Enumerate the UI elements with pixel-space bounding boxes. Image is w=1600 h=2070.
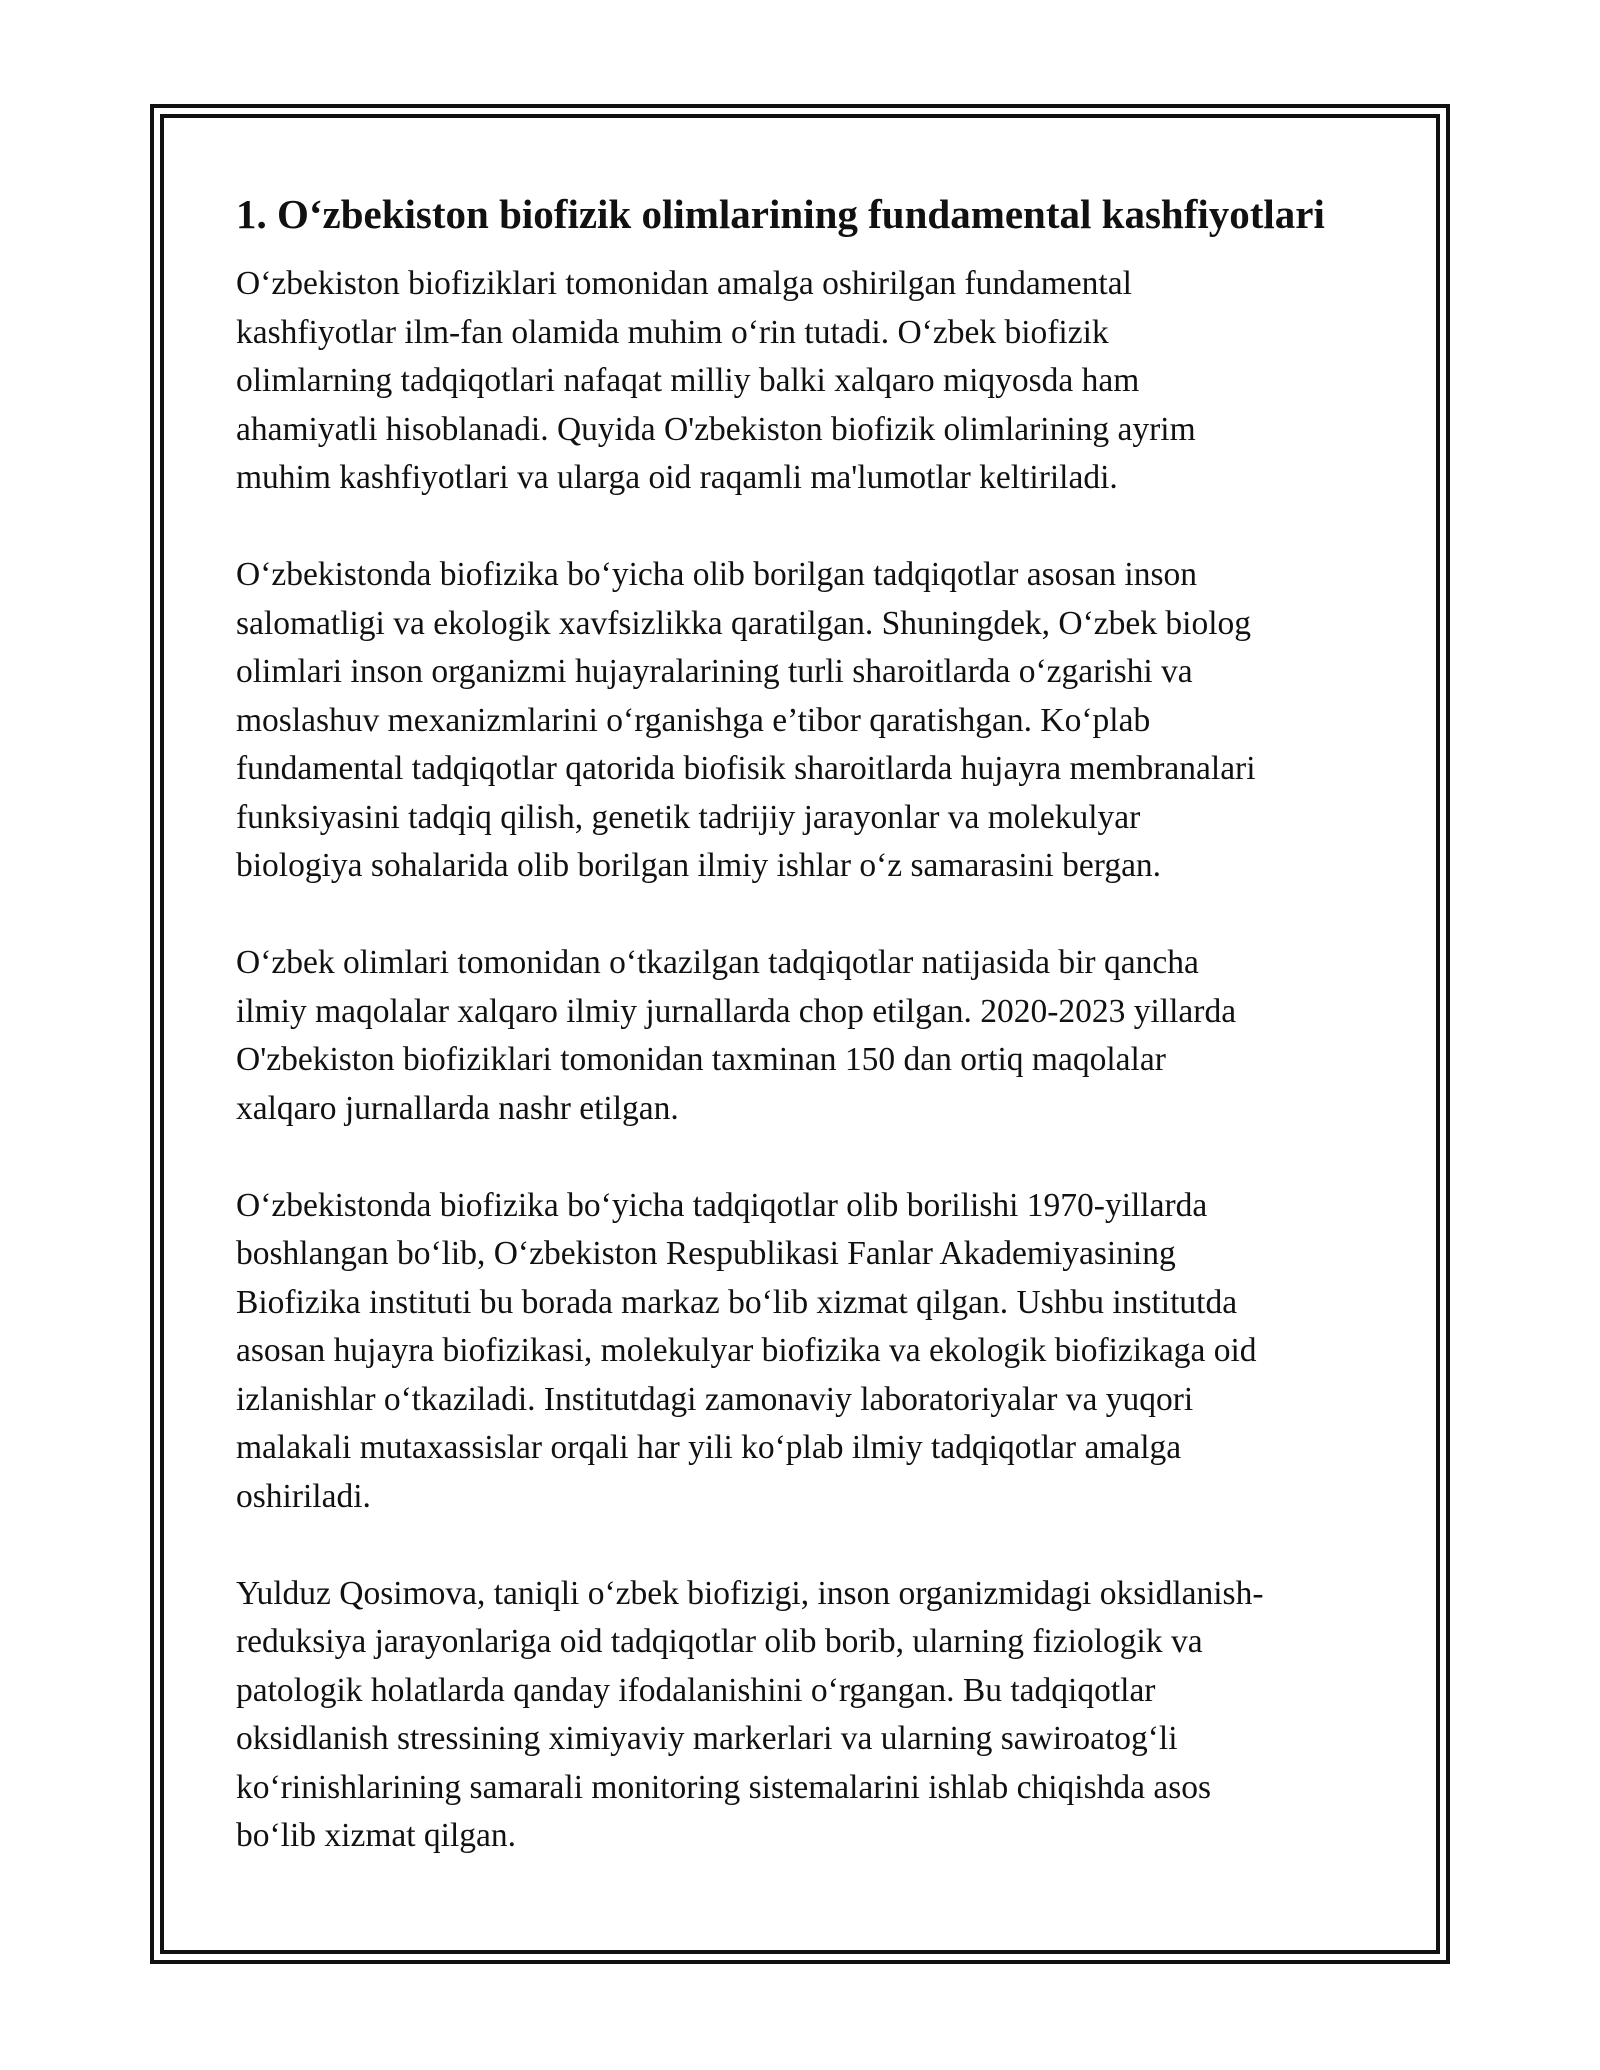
paragraph-publications xyxy=(236,939,1376,1133)
paragraph-research-focus xyxy=(236,551,1376,891)
text-line: moslashuv mexanizmlarini oʻrganishga e’tibor qaratishgan. Koʻplab xyxy=(236,701,1151,739)
text-line: kashfiyotlar ilm-fan olamida muhim oʻrin tutadi. Oʻzbek biofizik xyxy=(236,313,1109,351)
text-line: malakali mutaxassislar orqali har yili koʻplab ilmiy tadqiqotlar amalga xyxy=(236,1429,1182,1466)
section-title: 1. Oʻzbekiston biofizik olimlarining fundamental kashfiyotlari xyxy=(236,191,1325,237)
text-line: koʻrinishlarining samarali monitoring sistemalarini ishlab chiqishda asos xyxy=(236,1768,1212,1806)
text-line: O'zbekiston biofiziklari tomonidan taxminan 150 dan ortiq maqolalar xyxy=(236,1041,1166,1078)
text-line: ahamiyatli hisoblanadi. Quyida O'zbekiston biofizik olimlarining ayrim xyxy=(236,410,1196,448)
text-line: Biofizika instituti bu borada markaz boʻlib xizmat qilgan. Ushbu institutda xyxy=(236,1283,1238,1321)
text-line: oshiriladi. xyxy=(236,1477,371,1515)
paragraph-institute-history xyxy=(236,1182,1376,1522)
text-line: olimlarning tadqiqotlari nafaqat milliy balki xalqaro miqyosda ham xyxy=(236,362,1140,399)
text-line: ilmiy maqolalar xalqaro ilmiy jurnallarda chop etilgan. 2020-2023 yillarda xyxy=(236,992,1237,1030)
text-line: Yulduz Qosimova, taniqli oʻzbek biofizigi, inson organizmidagi oksidlanish- xyxy=(236,1574,1264,1612)
text-line: izlanishlar oʻtkaziladi. Institutdagi zamonaviy laboratoriyalar va yuqori xyxy=(236,1380,1194,1418)
text-line: patologik holatlarda qanday ifodalanishini oʻrgangan. Bu tadqiqotlar xyxy=(236,1671,1156,1709)
text-line: fundamental tadqiqotlar qatorida biofisik sharoitlarda hujayra membranalari xyxy=(236,750,1256,787)
text-line: Oʻzbek olimlari tomonidan oʻtkazilgan tadqiqotlar natijasida bir qancha xyxy=(236,944,1199,981)
text-line: asosan hujayra biofizikasi, molekulyar biofizika va ekologik biofizikaga oid xyxy=(236,1332,1257,1369)
document-body xyxy=(236,186,1376,1909)
text-line: boʻlib xizmat qilgan. xyxy=(236,1817,517,1854)
text-line: reduksiya jarayonlariga oid tadqiqotlar olib borib, ularning fiziologik va xyxy=(236,1623,1203,1660)
text-line: muhim kashfiyotlari va ularga oid raqamli ma'lumotlar keltiriladi. xyxy=(236,459,1118,496)
text-line: xalqaro jurnallarda nashr etilgan. xyxy=(236,1089,679,1127)
text-line: boshlangan boʻlib, Oʻzbekiston Respublikasi Fanlar Akademiyasining xyxy=(236,1235,1176,1272)
text-line: Oʻzbekistonda biofizika boʻyicha tadqiqotlar olib borilishi 1970-yillarda xyxy=(236,1186,1208,1224)
paragraph-intro xyxy=(236,260,1376,503)
text-line: oksidlanish stressining ximiyaviy markerlari va ularning sawiroatogʻli xyxy=(236,1720,1178,1757)
text-line: biologiya sohalarida olib borilgan ilmiy ishlar oʻz samarasini bergan. xyxy=(236,847,1162,884)
paragraph-scientist-profile xyxy=(236,1570,1376,1861)
text-line: funksiyasini tadqiq qilish, genetik tadrijiy jarayonlar va molekulyar xyxy=(236,798,1141,836)
text-line: salomatligi va ekologik xavfsizlikka qaratilgan. Shuningdek, Oʻzbek biolog xyxy=(236,604,1252,642)
text-line: Oʻzbekiston biofiziklari tomonidan amalga oshirilgan fundamental xyxy=(236,265,1132,302)
text-line: olimlari inson organizmi hujayralarining turli sharoitlarda oʻzgarishi va xyxy=(236,653,1193,690)
text-line: Oʻzbekistonda biofizika boʻyicha olib borilgan tadqiqotlar asosan inson xyxy=(236,556,1198,593)
